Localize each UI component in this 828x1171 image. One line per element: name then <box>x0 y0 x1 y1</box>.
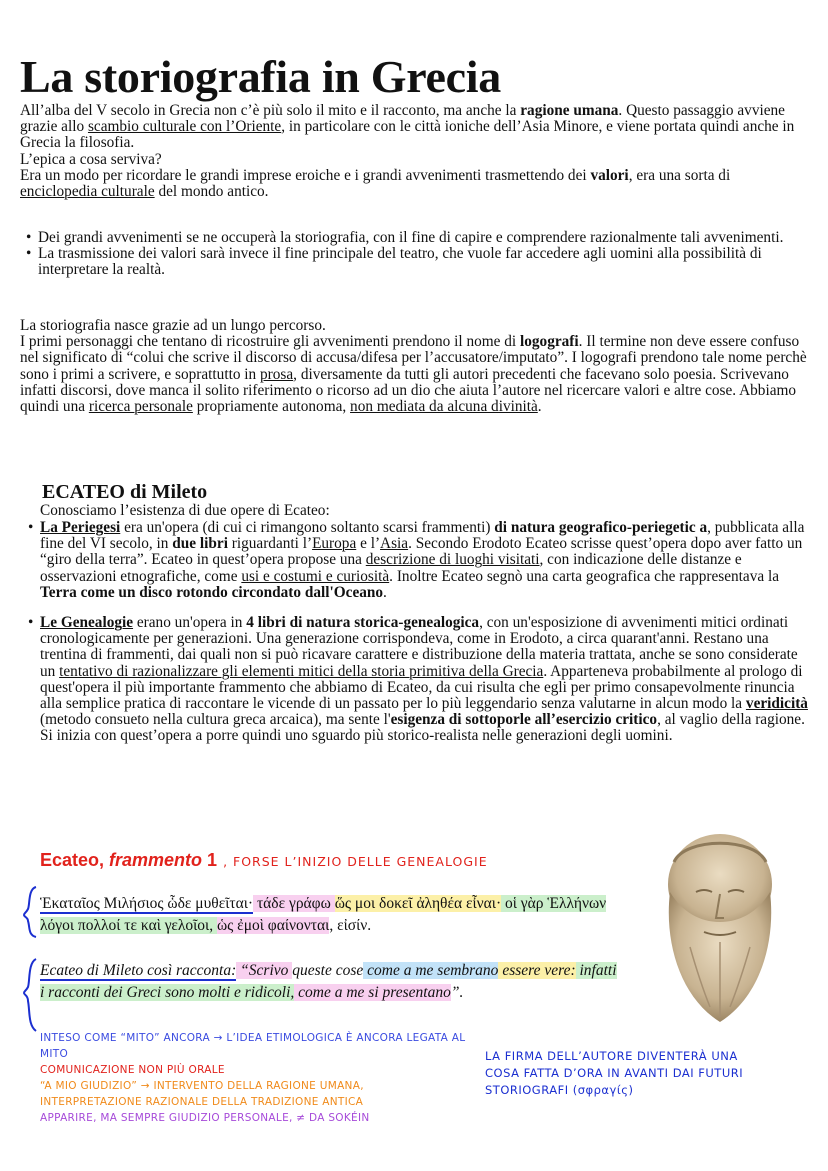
intro-paragraph-1: All’alba del V secolo in Grecia non c’è più solo il mito e il racconto, ma anche la ragione umana. Questo passaggio avviene grazie allo scambio culturale con l’Oriente, in particolare con le città ioniche dell’Asia Minore, e viene portata quindi anche in Grecia la filosofia. <box>20 102 795 152</box>
bullet-item: • Dei grandi avvenimenti se ne occuperà la storiografia, con il fine di capire e comprendere razionalmente tali avvenimenti. <box>28 230 808 246</box>
intro-section <box>20 103 810 200</box>
note-interpretazione: INTERPRETAZIONE RAZIONALE DELLA TRADIZIONE ANTICA <box>40 1096 364 1108</box>
bullet-item: • La trasmissione dei valori sarà invece il fine principale del teatro, che vuole far accedere agli uomini alla possibilità di interpretare la realtà. <box>28 246 808 278</box>
bullet-list <box>28 230 808 279</box>
bracket-marks <box>22 885 42 1035</box>
page-title: La storiografia in Grecia <box>20 51 501 102</box>
handwritten-note-firma: LA FIRMA DELL’AUTORE DIVENTERÀ UNA COSA FATTA D’ORA IN AVANTI DAI FUTURI STORIOGRAFI (σφραγίς) <box>485 1049 744 1097</box>
greek-fragment: Ἑκαταῖος Μιλήσιος ὧδε μυθεῖται· τάδε γράφω ὥς μοι δοκεῖ ἀληθέα εἶναι· οἱ γὰρ Ἑλλήνων λόγοι πολλοί τε καὶ γελοῖοι, ὡς ἐμοὶ φαίνονται, εἰσίν. <box>40 895 607 934</box>
note-mito: INTESO COME “MITO” ANCORA → L’IDEA ETIMOLOGICA È ANCORA LEGATA AL MITO <box>40 1032 466 1060</box>
work-genealogie: • Le Genealogie erano un'opera in 4 libri di natura storica-genealogica, con un'esposizione di avvenimenti mitici ordinati cronologicamente per generazioni. Una generazione corrispondeva, come in Erodoto, a circa quarant'anni. Restano una trentina di frammenti, dai quali non si può ricavare carattere e distribuzione della materia trattata, anche se sono considerate un tentativo di razionalizzare gli elementi mitici della storia primitiva della Grecia. Apparteneva probabilmente al prologo di quest'opera il più importante frammento che abbiamo di Ecateo, da cui risulta che egli per primo consapevolmente rinuncia alla semplice pratica di raccontare le vicende di un passato per lo più leggendario senza valutarne in alcun modo la veridicità (metodo consueto nella cultura greca arcaica), ma sente l'esigenza di sottoporle all’esercizio critico, al vaglio della ragione. Si inizia con quest’opera a porre quindi uno sguardo più storico-realista nelle generazioni degli uomini. <box>30 615 810 745</box>
note-giudizio: “A MIO GIUDIZIO” → INTERVENTO DELLA RAGIONE UMANA, <box>40 1080 364 1092</box>
italian-bracket <box>24 959 36 1031</box>
hecataeus-bust-image <box>640 822 800 1027</box>
section-heading-ecateo: ECATEO di Mileto <box>42 481 208 503</box>
handwritten-notes <box>40 1030 480 1126</box>
intro-paragraph-2: Era un modo per ricordare le grandi imprese eroiche e i grandi avvenimenti trasmettendo dei valori, era una sorta di enciclopedia culturale del mondo antico. <box>20 166 731 201</box>
greek-bracket <box>24 887 36 937</box>
note-apparire: APPARIRE, MA SEMPRE GIUDIZIO PERSONALE, ≠ DA SOKÉIN <box>40 1112 370 1124</box>
ecateo-works-list <box>30 520 810 745</box>
note-comunicazione: COMUNICAZIONE NON PIÙ ORALE <box>40 1064 225 1076</box>
work-periegesi: • La Periegesi era un'opera (di cui ci rimangono soltanto scarsi frammenti) di natura geografico-periegetic a, pubblicata alla fine del VI secolo, in due libri riguardanti l’Europa e l’Asia. Secondo Erodoto Ecateo scrisse quest’opera dopo aver fatto un “giro della terra”. Ecateo in quest’opera propose una descrizione di luoghi visitati, con indicazione delle distanze e osservazioni etnografiche, come usi e costumi e curiosità. Inoltre Ecateo segnò una carta geografica che rappresentava la Terra come un disco rotondo circondato dall'Oceano. <box>30 520 810 601</box>
handwritten-note: , FORSE L’INIZIO DELLE GENEALOGIE <box>223 854 488 869</box>
underlined-phrase: scambio culturale con l’Oriente <box>87 118 282 136</box>
italian-translation: Ecateo di Mileto così racconta: “Scrivo queste cose come a me sembrano essere vere: infatti i racconti dei Greci sono molti e ridicoli, come a me si presentano”. <box>40 962 617 1001</box>
fragment-title: Ecateo, frammento 1 , FORSE L’INIZIO DELLE GENEALOGIE <box>40 850 488 870</box>
intro-question: L’epica a cosa serviva? <box>20 150 162 168</box>
logografi-section: La storiografia nasce grazie ad un lungo percorso. I primi personaggi che tentano di ricostruire gli avvenimenti prendono il nome di logografi. Il termine non deve essere confuso nel significato di “colui che scrive il discorso di accusa/difesa per l’accusatore/imputato”. I logografi prendono tale nome perchè sono i primi a scrivere, e soprattutto in prosa, diversamente da tutti gli autori precedenti che facevano solo poesia. Scrivevano infatti discorsi, dove manca il solito riferimento o ricorso ad un dio che aiuta l’autore nel ricercare valori e altre cose. Abbiamo quindi una ricerca personale propriamente autonoma, non mediata da alcuna divinità. <box>20 317 807 416</box>
ecateo-intro: Conosciamo l’esistenza di due opere di Ecateo: <box>40 502 330 519</box>
underlined-phrase: enciclopedia culturale <box>20 183 155 201</box>
